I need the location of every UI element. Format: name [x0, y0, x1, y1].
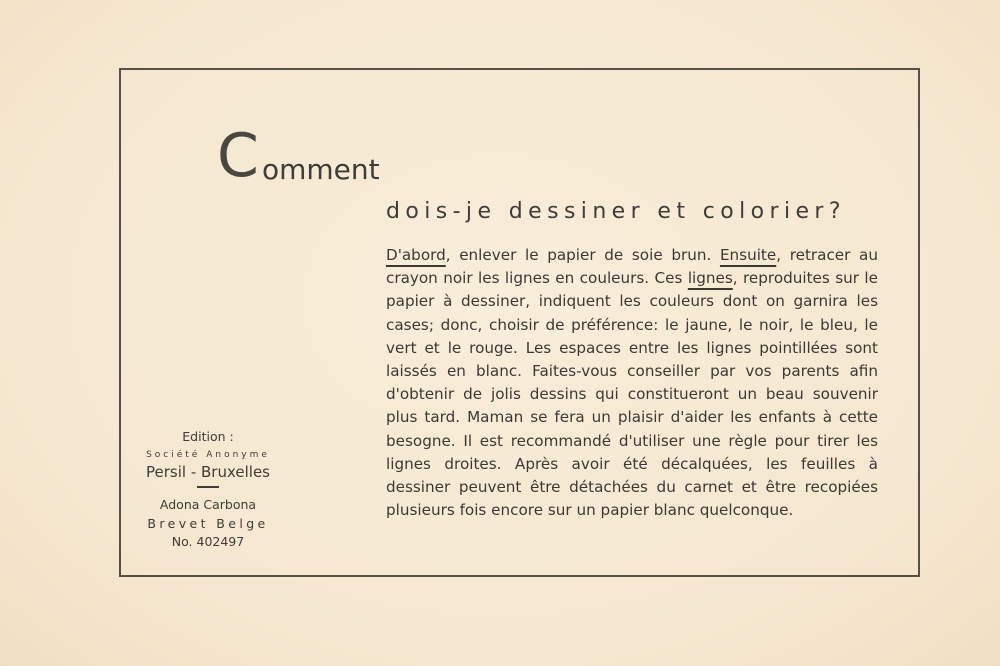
underlined-word-dabord: D'abord [386, 246, 446, 264]
edition-company: Société Anonyme [146, 450, 270, 460]
divider [197, 486, 219, 488]
edition-number: No. 402497 [171, 534, 245, 549]
edition-maker: Adona Carbona [159, 497, 257, 512]
subtitle: dois-je dessiner et colorier? [386, 199, 846, 224]
text-segment: , enlever le papier de soie brun. [445, 246, 720, 264]
text-segment: , reproduites sur le papier à dessiner, indiquent les couleurs dont on garnira les cases; donc, choisir de préférence: le jaune, le noir, le bleu, le vert et le rouge. Les espaces entre les lignes pointillées sont laissés en blanc. Faites-vous conseiller par vos parents afin d'obtenir de jolis dessins qui constitueront un beau souvenir plus tard. Maman se fera un plaisir d'aider les enfants à cette besogne. Il est recommandé d'utiliser une règle pour tirer les lignes droites. Après avoir été décalquées, les feuilles à dessiner peuvent être détachées du carnet et être recopiées plusieurs fois encore sur un papier blanc quelconque. [386, 269, 878, 520]
underlined-word-lignes: lignes [687, 269, 733, 288]
text-segment: , retracer au crayon noir les lignes en couleurs. Ces [386, 246, 878, 288]
instructions-paragraph [386, 244, 878, 522]
edition-block [134, 428, 282, 551]
title-initial: C [217, 121, 258, 191]
edition-patent: Brevet Belge [147, 516, 269, 531]
edition-brand: Persil - Bruxelles [146, 463, 270, 481]
title-word: omment [262, 153, 380, 186]
underlined-word-ensuite: Ensuite [719, 246, 777, 264]
edition-label: Edition : [182, 429, 234, 444]
